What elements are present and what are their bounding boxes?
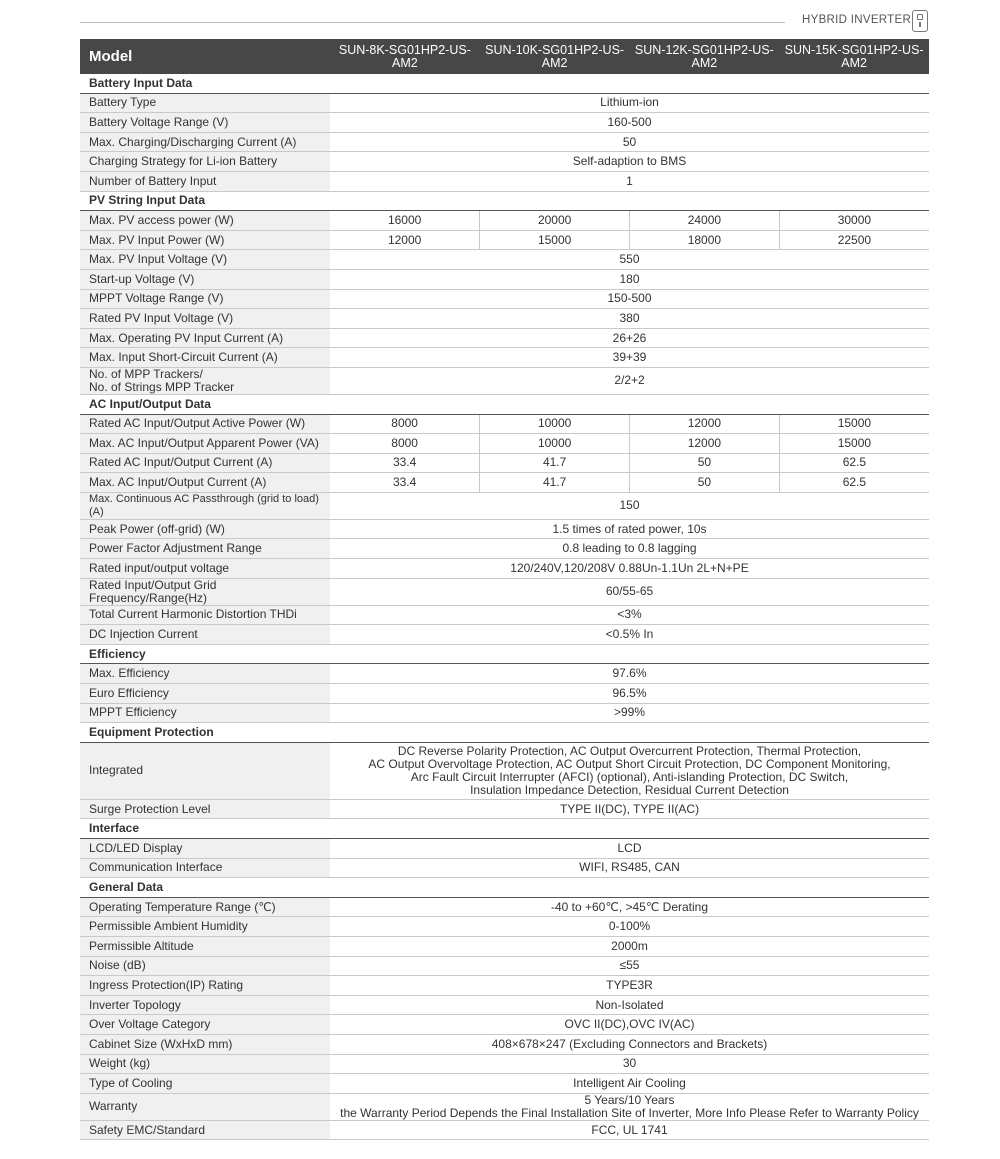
row-label: Max. Charging/Discharging Current (A): [80, 132, 330, 152]
row-value: 10000: [480, 414, 630, 434]
row-label: Integrated: [80, 742, 330, 799]
row-value: >99%: [330, 703, 929, 723]
section-header-row: [80, 819, 929, 839]
row-value: 22500: [779, 230, 929, 250]
column-header-model-1: SUN-8K-SG01HP2-US-AM2: [330, 39, 480, 74]
row-value: <3%: [330, 605, 929, 625]
table-row: [80, 703, 929, 723]
table-row: [80, 171, 929, 191]
table-row: [80, 492, 929, 519]
row-value: TYPE II(DC), TYPE II(AC): [330, 799, 929, 819]
column-header-model-2: SUN-10K-SG01HP2-US-AM2: [480, 39, 630, 74]
section-title: AC Input/Output Data: [80, 394, 929, 414]
table-row: [80, 897, 929, 917]
row-value: 120/240V,120/208V 0.88Un-1.1Un 2L+N+PE: [330, 559, 929, 579]
table-row: [80, 917, 929, 937]
row-value: FCC, UL 1741: [330, 1120, 929, 1140]
row-value: 50: [630, 453, 780, 473]
row-label: DC Injection Current: [80, 625, 330, 645]
row-label: Type of Cooling: [80, 1074, 330, 1094]
row-value: 62.5: [779, 473, 929, 493]
table-row: [80, 976, 929, 996]
table-row: [80, 1074, 929, 1094]
row-value: 380: [330, 309, 929, 329]
row-value: 30000: [779, 211, 929, 231]
row-value: 2/2+2: [330, 367, 929, 394]
row-label: Rated PV Input Voltage (V): [80, 309, 330, 329]
table-row: [80, 1093, 929, 1120]
row-value: 50: [630, 473, 780, 493]
table-row: [80, 269, 929, 289]
row-value: 150: [330, 492, 929, 519]
table-row: [80, 995, 929, 1015]
row-value: 150-500: [330, 289, 929, 309]
row-label: Operating Temperature Range (℃): [80, 897, 330, 917]
row-value: 39+39: [330, 348, 929, 368]
row-value: 12000: [630, 434, 780, 454]
row-label: Max. AC Input/Output Apparent Power (VA): [80, 434, 330, 454]
row-value: 180: [330, 269, 929, 289]
row-label: Rated AC Input/Output Active Power (W): [80, 414, 330, 434]
row-value: 50: [330, 132, 929, 152]
row-value: 5 Years/10 Years the Warranty Period Depends the Final Installation Site of Inverter, More Info Please Refer to Warranty Policy: [330, 1093, 929, 1120]
row-label: Charging Strategy for Li-ion Battery: [80, 152, 330, 172]
table-row: [80, 664, 929, 684]
row-label: Over Voltage Category: [80, 1015, 330, 1035]
table-row: [80, 1034, 929, 1054]
table-row: [80, 742, 929, 799]
row-label: Max. PV Input Power (W): [80, 230, 330, 250]
table-row: [80, 211, 929, 231]
section-header-row: [80, 394, 929, 414]
inverter-device-icon: [912, 10, 928, 32]
table-row: [80, 367, 929, 394]
table-row: [80, 858, 929, 878]
row-value: LCD: [330, 839, 929, 859]
table-row: [80, 1120, 929, 1140]
row-value: 97.6%: [330, 664, 929, 684]
table-row: [80, 152, 929, 172]
row-label: Total Current Harmonic Distortion THDi: [80, 605, 330, 625]
row-value: 8000: [330, 434, 480, 454]
table-row: [80, 936, 929, 956]
table-row: [80, 453, 929, 473]
row-label: Power Factor Adjustment Range: [80, 539, 330, 559]
table-row: [80, 539, 929, 559]
table-row: [80, 113, 929, 133]
row-label: Max. Operating PV Input Current (A): [80, 328, 330, 348]
row-value: 41.7: [480, 473, 630, 493]
row-label: Max. Continuous AC Passthrough (grid to load) (A): [80, 492, 330, 519]
row-value: 96.5%: [330, 684, 929, 704]
row-value: ≤55: [330, 956, 929, 976]
section-header-row: [80, 74, 929, 93]
row-value: 15000: [779, 414, 929, 434]
header-rule: [80, 22, 785, 23]
table-row: [80, 956, 929, 976]
row-value: Non-Isolated: [330, 995, 929, 1015]
row-value: 26+26: [330, 328, 929, 348]
row-label: Rated input/output voltage: [80, 559, 330, 579]
row-value: 20000: [480, 211, 630, 231]
table-row: [80, 250, 929, 270]
row-value: 0-100%: [330, 917, 929, 937]
row-label: Peak Power (off-grid) (W): [80, 519, 330, 539]
row-value: -40 to +60℃, >45℃ Derating: [330, 897, 929, 917]
row-value: Self-adaption to BMS: [330, 152, 929, 172]
table-row: [80, 132, 929, 152]
table-row: [80, 839, 929, 859]
row-value: 60/55-65: [330, 578, 929, 605]
row-label: Max. PV Input Voltage (V): [80, 250, 330, 270]
table-row: [80, 519, 929, 539]
row-value: OVC II(DC),OVC IV(AC): [330, 1015, 929, 1035]
row-label: MPPT Voltage Range (V): [80, 289, 330, 309]
row-value: 41.7: [480, 453, 630, 473]
section-header-row: [80, 878, 929, 898]
row-value: 62.5: [779, 453, 929, 473]
row-value: <0.5% In: [330, 625, 929, 645]
row-value: 15000: [779, 434, 929, 454]
row-value: 12000: [330, 230, 480, 250]
row-value: Intelligent Air Cooling: [330, 1074, 929, 1094]
table-row: [80, 348, 929, 368]
table-row: [80, 230, 929, 250]
table-row: [80, 578, 929, 605]
row-label: Rated AC Input/Output Current (A): [80, 453, 330, 473]
row-label: Number of Battery Input: [80, 171, 330, 191]
row-value: 550: [330, 250, 929, 270]
row-value: 15000: [480, 230, 630, 250]
section-title: Efficiency: [80, 644, 929, 664]
row-label: Cabinet Size (WxHxD mm): [80, 1034, 330, 1054]
row-label: LCD/LED Display: [80, 839, 330, 859]
row-label: Max. PV access power (W): [80, 211, 330, 231]
row-label: Warranty: [80, 1093, 330, 1120]
row-value: 18000: [630, 230, 780, 250]
row-label: Max. AC Input/Output Current (A): [80, 473, 330, 493]
table-row: [80, 559, 929, 579]
table-row: [80, 625, 929, 645]
row-label: No. of MPP Trackers/ No. of Strings MPP Tracker: [80, 367, 330, 394]
table-header-row: [80, 39, 929, 74]
row-value: 160-500: [330, 113, 929, 133]
table-row: [80, 289, 929, 309]
row-label: Start-up Voltage (V): [80, 269, 330, 289]
table-row: [80, 93, 929, 113]
row-value: DC Reverse Polarity Protection, AC Output Overcurrent Protection, Thermal Protection, AC Output Overvoltage Protection, AC Output Short Circuit Protection, DC Component Monitoring, Arc Fault Circuit Interrupter (AFCI) (optional), Anti-islanding Protection, DC Switch, Insulation Impedance Detection, Residual Current Detection: [330, 742, 929, 799]
table-row: [80, 414, 929, 434]
row-value: 408×678×247 (Excluding Connectors and Brackets): [330, 1034, 929, 1054]
row-value: WIFI, RS485, CAN: [330, 858, 929, 878]
row-label: Inverter Topology: [80, 995, 330, 1015]
table-row: [80, 1054, 929, 1074]
row-label: Max. Input Short-Circuit Current (A): [80, 348, 330, 368]
table-row: [80, 473, 929, 493]
section-header-row: [80, 723, 929, 743]
section-title: PV String Input Data: [80, 191, 929, 211]
row-label: Euro Efficiency: [80, 684, 330, 704]
table-row: [80, 605, 929, 625]
row-label: Safety EMC/Standard: [80, 1120, 330, 1140]
row-label: Battery Type: [80, 93, 330, 113]
row-value: 1.5 times of rated power, 10s: [330, 519, 929, 539]
table-row: [80, 684, 929, 704]
column-header-model-4: SUN-15K-SG01HP2-US-AM2: [779, 39, 929, 74]
document-title: HYBRID INVERTER: [802, 14, 912, 26]
row-value: Lithium-ion: [330, 93, 929, 113]
table-row: [80, 328, 929, 348]
section-title: Battery Input Data: [80, 74, 929, 93]
table-row: [80, 799, 929, 819]
row-value: 33.4: [330, 473, 480, 493]
row-label: Weight (kg): [80, 1054, 330, 1074]
row-label: Ingress Protection(IP) Rating: [80, 976, 330, 996]
row-value: 1: [330, 171, 929, 191]
row-label: MPPT Efficiency: [80, 703, 330, 723]
section-header-row: [80, 191, 929, 211]
section-title: Equipment Protection: [80, 723, 929, 743]
row-value: 10000: [480, 434, 630, 454]
row-value: TYPE3R: [330, 976, 929, 996]
row-label: Max. Efficiency: [80, 664, 330, 684]
row-value: 8000: [330, 414, 480, 434]
row-value: 24000: [630, 211, 780, 231]
table-row: [80, 434, 929, 454]
table-row: [80, 1015, 929, 1035]
section-title: Interface: [80, 819, 929, 839]
row-label: Noise (dB): [80, 956, 330, 976]
table-row: [80, 309, 929, 329]
row-value: 0.8 leading to 0.8 lagging: [330, 539, 929, 559]
row-label: Permissible Altitude: [80, 936, 330, 956]
spec-table: [80, 39, 929, 1140]
row-label: Permissible Ambient Humidity: [80, 917, 330, 937]
row-label: Battery Voltage Range (V): [80, 113, 330, 133]
row-value: 30: [330, 1054, 929, 1074]
row-label: Rated Input/Output Grid Frequency/Range(Hz): [80, 578, 330, 605]
row-label: Communication Interface: [80, 858, 330, 878]
column-header-model-3: SUN-12K-SG01HP2-US-AM2: [630, 39, 780, 74]
row-value: 2000m: [330, 936, 929, 956]
row-label: Surge Protection Level: [80, 799, 330, 819]
column-header-model: Model: [80, 39, 330, 74]
section-header-row: [80, 644, 929, 664]
row-value: 12000: [630, 414, 780, 434]
row-value: 16000: [330, 211, 480, 231]
section-title: General Data: [80, 878, 929, 898]
row-value: 33.4: [330, 453, 480, 473]
